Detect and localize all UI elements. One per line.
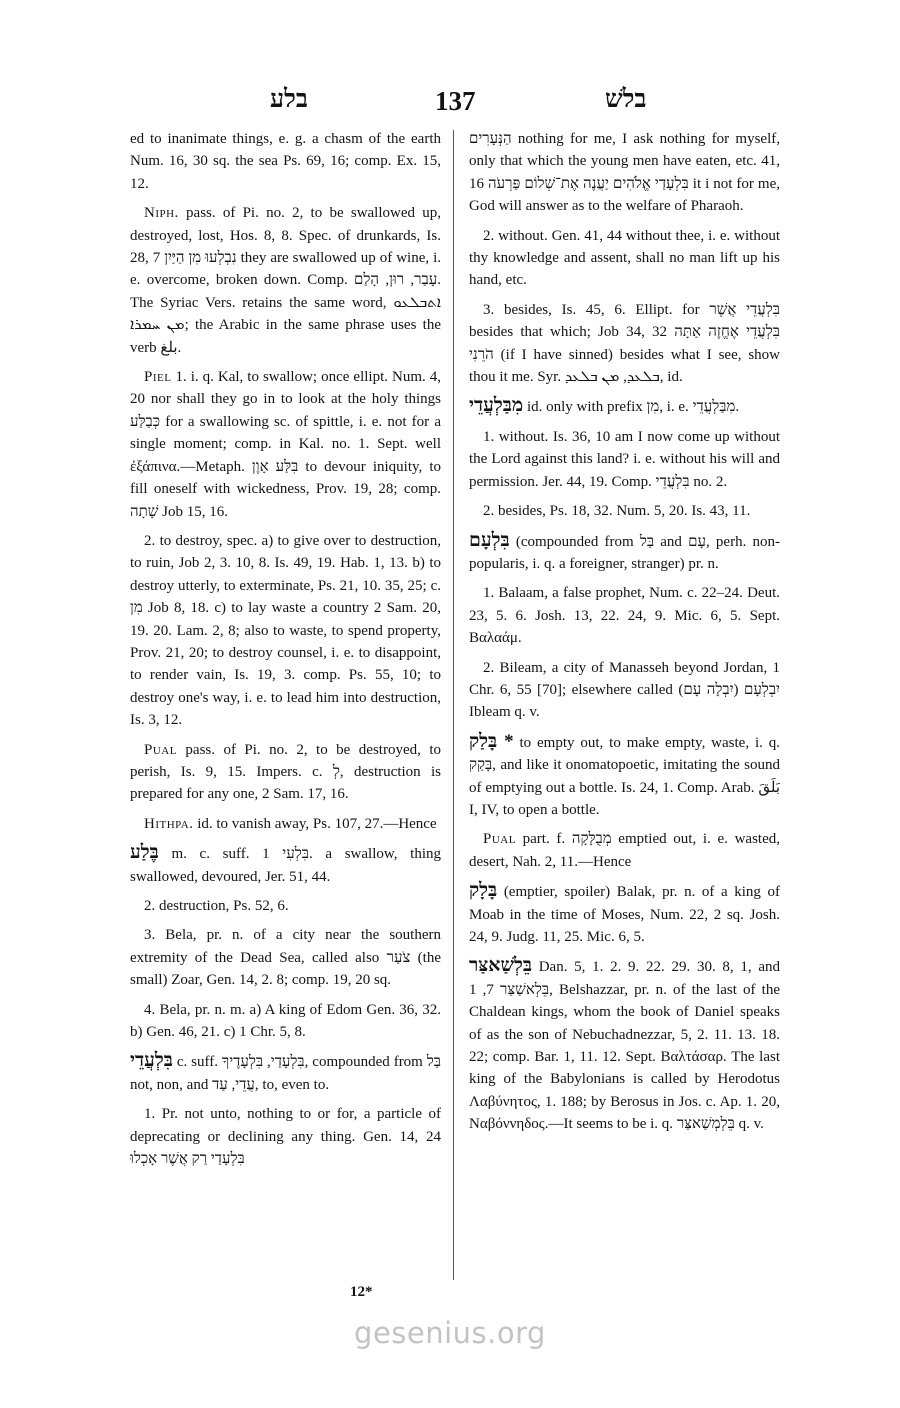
paragraph: 4. Bela, pr. n. m. a) A king of Edom Gen. 36, 32. b) Gen. 46, 21. c) 1 Chr. 5, 8. <box>130 1001 441 1041</box>
headword: מִבַּלְעֲדֵי <box>469 395 524 417</box>
entry-text: (compounded from בַּל and עָם, perh. non-popularis, i. q. a foreigner, stranger) pr. n. <box>469 533 780 572</box>
headword: בִּלְעָם <box>469 529 510 551</box>
paragraph-hithpael <box>130 813 441 835</box>
page-number: 137 <box>435 86 476 116</box>
paragraph-niphal <box>130 202 441 359</box>
paragraph: 3. besides, Is. 45, 6. Ellipt. for בִּלְעֲדֵי אֲשֶׁר besides that which; Job 34, 32 בִּלְעֲדֵי אֶחֱזֶה אַתָּה הֹרֵנִי (if I have sinned) besides what I see, show thou it me. Syr. ܒܠܥܕ, ܡܢ ܒܠܥܕ, id. <box>469 301 780 386</box>
entry-text: m. c. suff. בִּלְעִי 1. a swallow, thing swallowed, devoured, Jer. 51, 44. <box>130 846 441 885</box>
stem-label: Piel <box>144 369 172 386</box>
entry-biladey <box>130 1050 441 1096</box>
stem-label: Niph. <box>144 205 179 222</box>
paragraph-text: pass. of Pi. no. 2, to be swallowed up, destroyed, lost, Hos. 8, 8. Spec. of drunkards, Is. 28, 7 נִבְלְעוּ מִן הַיַּיִן they are swallowed up of wine, i. e. overcome, broken down. Comp. עָבַר, רוּן, הָלַם. The Syriac Vers. retains the same word, ܐܬܒܠܥܘ ܡܢ ܚܡܪܐ; the Arabic in the same phrase uses the verb بلغ. <box>130 205 441 356</box>
paragraph-pual <box>469 828 780 873</box>
entry-bilam <box>469 530 780 576</box>
paragraph: 1. Balaam, a false prophet, Num. c. 22–24. Deut. 23, 5. 6. Josh. 13, 22. 24, 9. Mic. 6, 5. Sept. Βαλαάμ. <box>469 585 780 647</box>
stem-label: Hithpa. <box>144 815 194 832</box>
left-column <box>130 128 441 1298</box>
paragraph: 1. without. Is. 36, 10 am I now come up without the Lord against this land? i. e. without his will and permission. Jer. 44, 19. Comp. בִּלְעֲדֵי no. 2. <box>469 428 780 490</box>
entry-bela <box>130 842 441 888</box>
paragraph-text: pass. of Pi. no. 2, to be destroyed, to perish, Is. 9, 15. Impers. c. לְ, destruction is prepared for any one, 2 Sam. 17, 16. <box>130 741 441 803</box>
headword: בֶּלַע <box>130 842 159 864</box>
column-divider <box>453 130 454 1280</box>
headword: בֵּלְשַׁאצַּר <box>469 955 532 977</box>
entry-belshazzar <box>469 955 780 1135</box>
headword: * בָּלַק <box>469 730 514 752</box>
headword: בִּלְעֲדֵי <box>130 1050 173 1072</box>
paragraph: ed to inanimate things, e. g. a chasm of the earth Num. 16, 30 sq. the sea Ps. 69, 16; comp. Ex. 15, 12. <box>130 131 441 192</box>
paragraph: 3. Bela, pr. n. of a city near the southern extremity of the Dead Sea, called also צֹעַר (the small) Zoar, Gen. 14, 2. 8; comp. 19, 20 sq. <box>130 927 441 989</box>
headword: בָּלָק <box>469 880 498 902</box>
paragraph: הַנְּעָרִים nothing for me, I ask nothing for myself, only that which the young men have eaten, etc. 41, 16 בִּלְעָדַי אֱלֹהִים יַעֲנֶה אֶת־שְׁלוֹם פַּרְעֹה it i not for me, God will answer as to the welfare of Pharaoh. <box>469 131 780 215</box>
paragraph: 2. besides, Ps. 18, 32. Num. 5, 20. Is. 43, 11. <box>483 503 751 520</box>
entry-text: (emptier, spoiler) Balak, pr. n. of a king of Moab in the time of Moses, Num. 22, 2 sq. Josh. 24, 9. Judg. 11, 25. Mic. 6, 5. <box>469 884 780 945</box>
paragraph: 2. to destroy, spec. a) to give over to destruction, to ruin, Job 2, 3. 10, 8. Is. 49, 19. Hab. 1, 13. b) to destroy utterly, to exterminate, Ps. 21, 10. 35, 25; c. מִן Job 8, 18. c) to lay waste a country 2 Sam. 20, 19. 20. Lam. 2, 8; also to waste, to spend property, Prov. 21, 20; to destroy counsel, i. e. to disappoint, to render vain, Is. 19, 3. comp. Ps. 55, 10; to destroy one's way, i. e. to lead him into destruction, Is. 3, 12. <box>130 532 441 729</box>
entry-text: id. only with prefix מִן, i. e. מִבַּלְעֲדֵי. <box>526 399 740 416</box>
paragraph-text: 1. i. q. Kal, to swallow; once ellipt. Num. 4, 20 nor shall they go in to look at the holy things כְּבַלַּע for a swallowing sc. of spittle, i. e. not for a single moment; comp. in Kal. no. 1. Sept. well ἐξάπινα.—Metaph. בִּלַּע אָוֶן to devour iniquity, to fill oneself with wickedness, Prov. 19, 28; comp. שָׁתָה Job 15, 16. <box>130 369 441 520</box>
paragraph-pual <box>130 739 441 806</box>
guide-word-left: בלע <box>270 86 308 113</box>
paragraph-text: part. f. מְבֻלָּקָה emptied out, i. e. wasted, desert, Nah. 2, 11.—Hence <box>469 831 780 870</box>
entry-text: Dan. 5, 1. 2. 9. 22. 29. 30. 8, 1, and בֵּלְאשַׁצַּר 7, 1, Belshazzar, pr. n. of the last of the Chaldean kings, whom the book of Daniel speaks of as the son of Nebuchadnezzar, 5, 2. 11. 13. 18. 22; comp. Bar. 1, 11. 12. Sept. Βαλτάσαρ. The last king of the Babylonians is called by Herodotus Λαβύνητος, 1. 188; by Berosus in Jos. c. Ap. 1. 20, Ναβόννηδος.—It seems to be i. q. בֵּלְמְשַׁאצַּר q. v. <box>469 959 780 1133</box>
paragraph-piel <box>130 366 441 523</box>
paragraph: 2. without. Gen. 41, 44 without thee, i. e. without thy knowledge and assent, shall no man lift up his hand, etc. <box>469 227 780 289</box>
paragraph: 2. Bileam, a city of Manasseh beyond Jordan, 1 Chr. 6, 55 [70]; elsewhere called יִבְלְעָם (יִבְלָה עָם) Ibleam q. v. <box>469 659 780 721</box>
entry-balak <box>469 880 780 948</box>
paragraph-text: id. to vanish away, Ps. 107, 27.—Hence <box>197 815 437 832</box>
entry-text: c. suff. בִּלְעָדַי, בִּלְעָדֶיךָ, compounded from בַּל not, non, and עֲדֵי, עַד, to, even to. <box>130 1054 441 1093</box>
entry-mibbiladey <box>469 395 780 418</box>
paragraph: 2. destruction, Ps. 52, 6. <box>144 898 289 914</box>
right-column <box>469 128 780 1298</box>
watermark-text: gesenius.org <box>354 1316 546 1350</box>
stem-label: Pual <box>144 741 177 758</box>
paragraph: 1. Pr. not unto, nothing to or for, a particle of deprecating or declining any thing. Gen. 14, 24 בִּלְעָדַי רַק אֲשֶׁר אָכְלוּ <box>130 1106 441 1168</box>
running-header <box>130 86 790 126</box>
entry-balaq <box>469 731 780 822</box>
signature-mark: 12* <box>350 1284 373 1300</box>
stem-label: Pual <box>483 831 516 848</box>
entry-text: to empty out, to make empty, waste, i. q. בָּקַק, and like it onomatopoetic, imitating the sound of emptying out a bottle. Is. 24, 1. Comp. Arab. بَلَقَ I, IV, to open a bottle. <box>469 734 780 818</box>
guide-word-right: בלשׁ <box>605 86 647 113</box>
